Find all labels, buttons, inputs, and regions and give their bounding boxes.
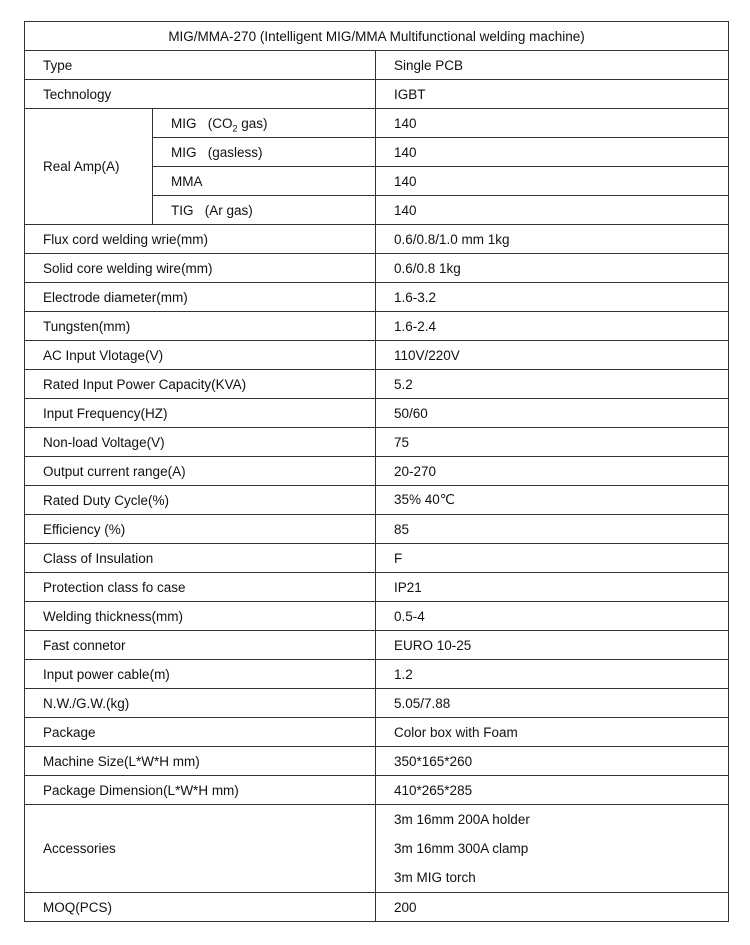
spec-value: 50/60 bbox=[376, 399, 729, 428]
table-row bbox=[25, 660, 729, 689]
table-row bbox=[25, 602, 729, 631]
mode-gas-subscript: 2 bbox=[232, 123, 238, 134]
spec-value: 75 bbox=[376, 428, 729, 457]
real-amp-label: Real Amp(A) bbox=[25, 109, 153, 225]
table-row bbox=[25, 776, 729, 805]
spec-label: Fast connetor bbox=[25, 631, 376, 660]
spec-value: 5.2 bbox=[376, 370, 729, 399]
spec-label: Flux cord welding wrie(mm) bbox=[25, 225, 376, 254]
spec-value: 0.6/0.8/1.0 mm 1kg bbox=[376, 225, 729, 254]
accessories-label: Accessories bbox=[25, 805, 376, 893]
table-row bbox=[25, 283, 729, 312]
spec-value: 35% 40℃ bbox=[376, 486, 729, 515]
spec-value: IGBT bbox=[376, 80, 729, 109]
spec-table bbox=[24, 21, 729, 922]
spec-value: 110V/220V bbox=[376, 341, 729, 370]
spec-label: Rated Input Power Capacity(KVA) bbox=[25, 370, 376, 399]
spec-label: Machine Size(L*W*H mm) bbox=[25, 747, 376, 776]
real-amp-mode bbox=[153, 196, 376, 225]
spec-label: Package Dimension(L*W*H mm) bbox=[25, 776, 376, 805]
spec-value: 1.2 bbox=[376, 660, 729, 689]
mode-gas-suffix: gas) bbox=[237, 115, 268, 131]
spec-label: Input power cable(m) bbox=[25, 660, 376, 689]
spec-label: Protection class fo case bbox=[25, 573, 376, 602]
spec-label: N.W./G.W.(kg) bbox=[25, 689, 376, 718]
spec-label: Solid core welding wire(mm) bbox=[25, 254, 376, 283]
real-amp-mode bbox=[153, 109, 376, 138]
title-row bbox=[25, 22, 729, 51]
spec-value: 1.6-3.2 bbox=[376, 283, 729, 312]
mode-gas: (Ar gas) bbox=[204, 202, 253, 218]
spec-value: Single PCB bbox=[376, 51, 729, 80]
spec-label: Rated Duty Cycle(%) bbox=[25, 486, 376, 515]
table-row bbox=[25, 718, 729, 747]
table-row bbox=[25, 893, 729, 922]
table-title: MIG/MMA-270 (Intelligent MIG/MMA Multifunctional welding machine) bbox=[25, 22, 729, 51]
spec-value: 5.05/7.88 bbox=[376, 689, 729, 718]
spec-label: AC Input Vlotage(V) bbox=[25, 341, 376, 370]
table-row bbox=[25, 428, 729, 457]
spec-label: Welding thickness(mm) bbox=[25, 602, 376, 631]
accessories-list bbox=[376, 805, 729, 893]
table-row bbox=[25, 631, 729, 660]
spec-label: Package bbox=[25, 718, 376, 747]
table-row bbox=[25, 544, 729, 573]
mode-gas: (CO bbox=[207, 115, 233, 131]
spec-label: Class of Insulation bbox=[25, 544, 376, 573]
spec-value: 85 bbox=[376, 515, 729, 544]
accessory-item: 3m MIG torch bbox=[394, 870, 476, 885]
spec-label: Electrode diameter(mm) bbox=[25, 283, 376, 312]
table-row bbox=[25, 312, 729, 341]
table-row bbox=[25, 51, 729, 80]
table-row bbox=[25, 689, 729, 718]
spec-value: EURO 10-25 bbox=[376, 631, 729, 660]
spec-label: Type bbox=[25, 51, 376, 80]
mode-name: MMA bbox=[171, 173, 203, 189]
table-row bbox=[25, 515, 729, 544]
spec-value: 140 bbox=[376, 196, 729, 225]
spec-value: Color box with Foam bbox=[376, 718, 729, 747]
accessory-item: 3m 16mm 300A clamp bbox=[394, 841, 529, 856]
spec-label: Output current range(A) bbox=[25, 457, 376, 486]
table-row bbox=[25, 747, 729, 776]
spec-label: MOQ(PCS) bbox=[25, 893, 376, 922]
mode-gas: (gasless) bbox=[207, 144, 263, 160]
spec-label: Input Frequency(HZ) bbox=[25, 399, 376, 428]
spec-value: 0.5-4 bbox=[376, 602, 729, 631]
spec-value: 140 bbox=[376, 167, 729, 196]
spec-value: F bbox=[376, 544, 729, 573]
real-amp-row bbox=[25, 109, 729, 138]
table-row bbox=[25, 80, 729, 109]
table-row bbox=[25, 254, 729, 283]
mode-name: TIG bbox=[171, 202, 194, 218]
accessory-item: 3m 16mm 200A holder bbox=[394, 812, 530, 827]
spec-label: Technology bbox=[25, 80, 376, 109]
spec-label: Non-load Voltage(V) bbox=[25, 428, 376, 457]
spec-value: 0.6/0.8 1kg bbox=[376, 254, 729, 283]
spec-label: Tungsten(mm) bbox=[25, 312, 376, 341]
table-row bbox=[25, 457, 729, 486]
table-row bbox=[25, 573, 729, 602]
table-row bbox=[25, 225, 729, 254]
spec-value: IP21 bbox=[376, 573, 729, 602]
spec-value: 140 bbox=[376, 138, 729, 167]
real-amp-mode bbox=[153, 167, 376, 196]
spec-value: 1.6-2.4 bbox=[376, 312, 729, 341]
mode-name: MIG bbox=[171, 144, 197, 160]
table-row bbox=[25, 399, 729, 428]
spec-value: 350*165*260 bbox=[376, 747, 729, 776]
mode-name: MIG bbox=[171, 115, 197, 131]
table-row bbox=[25, 486, 729, 515]
table-row bbox=[25, 370, 729, 399]
spec-label: Efficiency (%) bbox=[25, 515, 376, 544]
spec-value: 140 bbox=[376, 109, 729, 138]
table-row bbox=[25, 341, 729, 370]
real-amp-mode bbox=[153, 138, 376, 167]
spec-value: 200 bbox=[376, 893, 729, 922]
spec-value: 20-270 bbox=[376, 457, 729, 486]
spec-value: 410*265*285 bbox=[376, 776, 729, 805]
accessories-row bbox=[25, 805, 729, 893]
